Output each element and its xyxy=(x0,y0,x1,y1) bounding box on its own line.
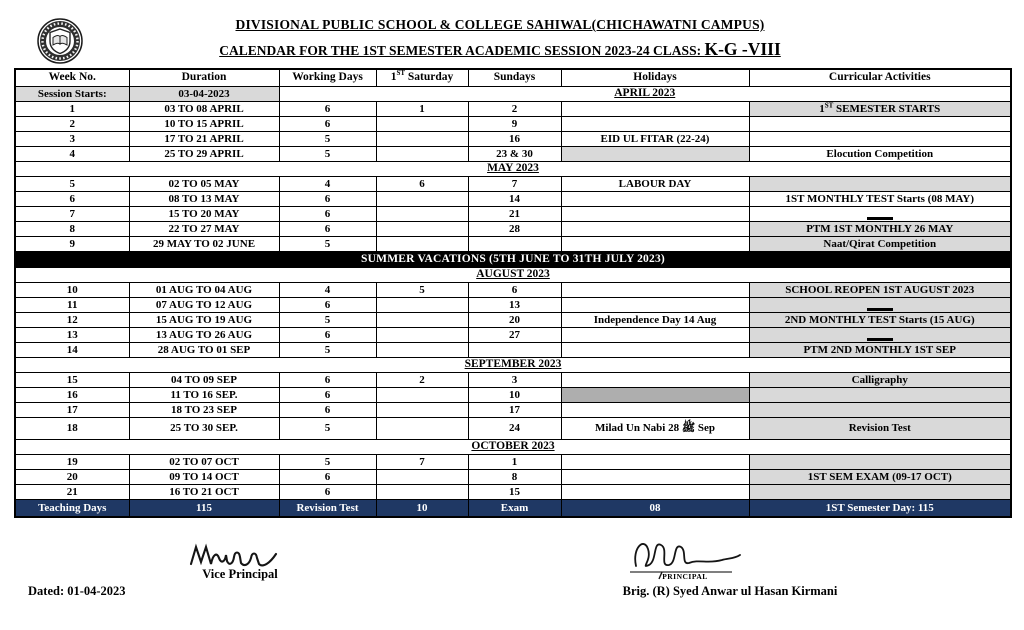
holidays-cell xyxy=(561,207,749,222)
week-row xyxy=(15,455,1011,470)
month-label xyxy=(15,440,1011,455)
holidays-cell xyxy=(561,470,749,485)
week-row xyxy=(15,328,1011,343)
working-days-cell: 4 xyxy=(279,177,376,192)
week-row xyxy=(15,192,1011,207)
sundays-cell xyxy=(468,343,561,358)
column-header-3: 1ST Saturday xyxy=(376,69,468,87)
working-days-cell: 6 xyxy=(279,207,376,222)
holidays-cell xyxy=(561,485,749,500)
working-days-cell: 5 xyxy=(279,147,376,162)
curricular-activities-cell: 1ST MONTHLY TEST Starts (08 MAY) xyxy=(749,192,1011,207)
holidays-cell xyxy=(561,222,749,237)
school-title: DIVISIONAL PUBLIC SCHOOL & COLLEGE SAHIWAL(CHICHAWATNI CAMPUS) xyxy=(235,17,765,32)
month-label xyxy=(15,162,1011,177)
working-days-cell: 6 xyxy=(279,328,376,343)
column-header-row xyxy=(15,69,1011,87)
duration-cell: 13 AUG TO 26 AUG xyxy=(129,328,279,343)
week-no-cell: 7 xyxy=(15,207,129,222)
holidays-cell xyxy=(561,373,749,388)
totals-cell-1: 115 xyxy=(129,500,279,518)
duration-cell: 02 TO 05 MAY xyxy=(129,177,279,192)
duration-cell: 09 TO 14 OCT xyxy=(129,470,279,485)
holidays-cell xyxy=(561,192,749,207)
working-days-cell: 6 xyxy=(279,470,376,485)
week-no-cell: 5 xyxy=(15,177,129,192)
sundays-cell: 2 xyxy=(468,102,561,117)
curricular-activities-cell xyxy=(749,328,1011,343)
first-saturday-cell xyxy=(376,222,468,237)
first-saturday-cell: 6 xyxy=(376,177,468,192)
duration-cell: 03 TO 08 APRIL xyxy=(129,102,279,117)
first-saturday-cell xyxy=(376,388,468,403)
month-label xyxy=(15,268,1011,283)
week-no-cell: 20 xyxy=(15,470,129,485)
week-row xyxy=(15,470,1011,485)
week-no-cell: 6 xyxy=(15,192,129,207)
principal-label: PRINCIPAL xyxy=(662,572,708,581)
first-saturday-cell xyxy=(376,132,468,147)
first-saturday-cell xyxy=(376,192,468,207)
duration-cell: 17 TO 21 APRIL xyxy=(129,132,279,147)
working-days-cell: 5 xyxy=(279,132,376,147)
summer-vacations-banner xyxy=(15,252,1011,268)
week-row xyxy=(15,147,1011,162)
curricular-activities-cell: PTM 2ND MONTHLY 1ST SEP xyxy=(749,343,1011,358)
duration-cell: 11 TO 16 SEP. xyxy=(129,388,279,403)
totals-cell-0: Teaching Days xyxy=(15,500,129,518)
week-row xyxy=(15,283,1011,298)
month-label-text: APRIL 2023 xyxy=(614,87,676,100)
working-days-cell: 6 xyxy=(279,388,376,403)
week-no-cell: 17 xyxy=(15,403,129,418)
month-header-row xyxy=(15,268,1011,283)
month-label-text: OCTOBER 2023 xyxy=(471,440,555,453)
working-days-cell: 6 xyxy=(279,485,376,500)
week-row xyxy=(15,177,1011,192)
week-row xyxy=(15,388,1011,403)
duration-cell: 01 AUG TO 04 AUG xyxy=(129,283,279,298)
curricular-activities-cell: 1ST SEMESTER STARTS xyxy=(749,102,1011,117)
duration-cell: 07 AUG TO 12 AUG xyxy=(129,298,279,313)
totals-cell-4: Exam xyxy=(468,500,561,518)
sundays-cell xyxy=(468,237,561,252)
week-no-cell: 4 xyxy=(15,147,129,162)
week-row xyxy=(15,102,1011,117)
holidays-cell xyxy=(561,117,749,132)
holidays-cell: Independence Day 14 Aug xyxy=(561,313,749,328)
dash-mark xyxy=(867,217,893,220)
duration-cell: 04 TO 09 SEP xyxy=(129,373,279,388)
curricular-activities-cell: SCHOOL REOPEN 1ST AUGUST 2023 xyxy=(749,283,1011,298)
duration-cell: 10 TO 15 APRIL xyxy=(129,117,279,132)
principal-name: Brig. (R) Syed Anwar ul Hasan Kirmani xyxy=(622,584,838,598)
week-no-cell: 18 xyxy=(15,418,129,440)
duration-cell: 08 TO 13 MAY xyxy=(129,192,279,207)
sundays-cell: 28 xyxy=(468,222,561,237)
semester-calendar-table xyxy=(14,68,1012,518)
holidays-cell: LABOUR DAY xyxy=(561,177,749,192)
first-saturday-cell xyxy=(376,117,468,132)
totals-cell-3: 10 xyxy=(376,500,468,518)
class-range-text: K-G -VIII xyxy=(704,39,781,59)
calendar-title xyxy=(0,39,1000,60)
dated-label: Dated: 01-04-2023 xyxy=(28,584,126,598)
session-starts-label: Session Starts: xyxy=(15,87,129,102)
session-start-date: 03-04-2023 xyxy=(129,87,279,102)
first-saturday-cell xyxy=(376,343,468,358)
sundays-cell: 20 xyxy=(468,313,561,328)
curricular-activities-cell: 1ST SEM EXAM (09-17 OCT) xyxy=(749,470,1011,485)
sundays-cell: 17 xyxy=(468,403,561,418)
sundays-cell: 21 xyxy=(468,207,561,222)
working-days-cell: 5 xyxy=(279,237,376,252)
totals-cell-2: Revision Test xyxy=(279,500,376,518)
duration-cell: 15 AUG TO 19 AUG xyxy=(129,313,279,328)
sundays-cell: 10 xyxy=(468,388,561,403)
totals-cell-5: 08 xyxy=(561,500,749,518)
sundays-cell: 24 xyxy=(468,418,561,440)
sundays-cell: 9 xyxy=(468,117,561,132)
session-start-month-row xyxy=(15,87,1011,102)
column-header-4: Sundays xyxy=(468,69,561,87)
calendar-table-body xyxy=(15,87,1011,500)
week-no-cell: 2 xyxy=(15,117,129,132)
month-header-row xyxy=(15,358,1011,373)
month-label-text: MAY 2023 xyxy=(487,162,539,175)
week-row xyxy=(15,485,1011,500)
week-row xyxy=(15,132,1011,147)
curricular-activities-cell xyxy=(749,117,1011,132)
first-saturday-cell: 2 xyxy=(376,373,468,388)
curricular-activities-cell: 2ND MONTHLY TEST Starts (15 AUG) xyxy=(749,313,1011,328)
working-days-cell: 5 xyxy=(279,343,376,358)
first-saturday-cell: 7 xyxy=(376,455,468,470)
month-header-row xyxy=(15,440,1011,455)
curricular-activities-cell: Revision Test xyxy=(749,418,1011,440)
week-row xyxy=(15,117,1011,132)
duration-cell: 25 TO 30 SEP. xyxy=(129,418,279,440)
holidays-cell xyxy=(561,298,749,313)
curricular-activities-cell: Elocution Competition xyxy=(749,147,1011,162)
sundays-cell: 6 xyxy=(468,283,561,298)
holidays-cell: Milad Un Nabi ﷺ 28 Sep xyxy=(561,418,749,440)
dash-mark xyxy=(867,308,893,311)
working-days-cell: 5 xyxy=(279,418,376,440)
working-days-cell: 5 xyxy=(279,455,376,470)
month-label xyxy=(15,358,1011,373)
curricular-activities-cell xyxy=(749,388,1011,403)
working-days-cell: 4 xyxy=(279,283,376,298)
summer-vacations-text: SUMMER VACATIONS (5TH JUNE TO 31TH JULY 2023) xyxy=(15,252,1011,268)
first-saturday-cell xyxy=(376,470,468,485)
duration-cell: 28 AUG TO 01 SEP xyxy=(129,343,279,358)
curricular-activities-cell: PTM 1ST MONTHLY 26 MAY xyxy=(749,222,1011,237)
sundays-cell: 7 xyxy=(468,177,561,192)
week-no-cell: 8 xyxy=(15,222,129,237)
first-saturday-cell xyxy=(376,485,468,500)
sundays-cell: 15 xyxy=(468,485,561,500)
working-days-cell: 6 xyxy=(279,117,376,132)
column-header-5: Holidays xyxy=(561,69,749,87)
week-row xyxy=(15,403,1011,418)
week-row xyxy=(15,207,1011,222)
week-no-cell: 1 xyxy=(15,102,129,117)
month-label xyxy=(279,87,1011,102)
duration-cell: 02 TO 07 OCT xyxy=(129,455,279,470)
curricular-activities-cell xyxy=(749,207,1011,222)
first-saturday-cell xyxy=(376,328,468,343)
first-saturday-cell xyxy=(376,298,468,313)
curricular-activities-cell xyxy=(749,177,1011,192)
totals-row xyxy=(15,500,1011,518)
week-no-cell: 12 xyxy=(15,313,129,328)
week-row xyxy=(15,237,1011,252)
week-row xyxy=(15,373,1011,388)
vice-principal-label: Vice Principal xyxy=(202,567,278,581)
sundays-cell: 8 xyxy=(468,470,561,485)
month-label-text: AUGUST 2023 xyxy=(476,268,550,281)
week-no-cell: 16 xyxy=(15,388,129,403)
holidays-cell xyxy=(561,328,749,343)
first-saturday-cell: 1 xyxy=(376,102,468,117)
week-row xyxy=(15,313,1011,328)
curricular-activities-cell xyxy=(749,132,1011,147)
sundays-cell: 23 & 30 xyxy=(468,147,561,162)
week-no-cell: 9 xyxy=(15,237,129,252)
curricular-activities-cell xyxy=(749,403,1011,418)
calendar-title-text: CALENDAR FOR THE 1ST SEMESTER ACADEMIC SESSION 2023-24 CLASS: xyxy=(219,43,705,58)
working-days-cell: 6 xyxy=(279,102,376,117)
column-header-6: Curricular Activities xyxy=(749,69,1011,87)
duration-cell: 22 TO 27 MAY xyxy=(129,222,279,237)
first-saturday-cell xyxy=(376,147,468,162)
holidays-cell xyxy=(561,403,749,418)
week-row xyxy=(15,343,1011,358)
first-saturday-cell: 5 xyxy=(376,283,468,298)
week-no-cell: 19 xyxy=(15,455,129,470)
first-saturday-cell xyxy=(376,418,468,440)
curricular-activities-cell xyxy=(749,298,1011,313)
working-days-cell: 6 xyxy=(279,222,376,237)
working-days-cell: 5 xyxy=(279,313,376,328)
week-no-cell: 11 xyxy=(15,298,129,313)
duration-cell: 18 TO 23 SEP xyxy=(129,403,279,418)
sundays-cell: 1 xyxy=(468,455,561,470)
holidays-cell xyxy=(561,283,749,298)
week-row xyxy=(15,418,1011,440)
week-no-cell: 21 xyxy=(15,485,129,500)
calendar-table-footer xyxy=(15,500,1011,518)
holidays-cell xyxy=(561,455,749,470)
holidays-cell xyxy=(561,343,749,358)
duration-cell: 16 TO 21 OCT xyxy=(129,485,279,500)
dash-mark xyxy=(867,338,893,341)
curricular-activities-cell xyxy=(749,485,1011,500)
working-days-cell: 6 xyxy=(279,373,376,388)
week-row xyxy=(15,298,1011,313)
week-no-cell: 13 xyxy=(15,328,129,343)
first-saturday-cell xyxy=(376,237,468,252)
column-header-0: Week No. xyxy=(15,69,129,87)
sundays-cell: 16 xyxy=(468,132,561,147)
holidays-cell xyxy=(561,237,749,252)
curricular-activities-cell: Calligraphy xyxy=(749,373,1011,388)
calendar-table-header xyxy=(15,69,1011,87)
week-row xyxy=(15,222,1011,237)
first-saturday-cell xyxy=(376,207,468,222)
duration-cell: 15 TO 20 MAY xyxy=(129,207,279,222)
sundays-cell: 14 xyxy=(468,192,561,207)
duration-cell: 25 TO 29 APRIL xyxy=(129,147,279,162)
column-header-1: Duration xyxy=(129,69,279,87)
holidays-cell xyxy=(561,147,749,162)
holidays-cell xyxy=(561,102,749,117)
totals-cell-6: 1ST Semester Day: 115 xyxy=(749,500,1011,518)
working-days-cell: 6 xyxy=(279,192,376,207)
month-header-row xyxy=(15,162,1011,177)
duration-cell: 29 MAY TO 02 JUNE xyxy=(129,237,279,252)
week-no-cell: 15 xyxy=(15,373,129,388)
week-no-cell: 10 xyxy=(15,283,129,298)
week-no-cell: 3 xyxy=(15,132,129,147)
holidays-cell xyxy=(561,388,749,403)
first-saturday-cell xyxy=(376,313,468,328)
working-days-cell: 6 xyxy=(279,403,376,418)
curricular-activities-cell xyxy=(749,455,1011,470)
document-header xyxy=(0,17,1000,60)
sundays-cell: 13 xyxy=(468,298,561,313)
working-days-cell: 6 xyxy=(279,298,376,313)
holidays-cell: EID UL FITAR (22-24) xyxy=(561,132,749,147)
column-header-2: Working Days xyxy=(279,69,376,87)
first-saturday-cell xyxy=(376,403,468,418)
week-no-cell: 14 xyxy=(15,343,129,358)
curricular-activities-cell: Naat/Qirat Competition xyxy=(749,237,1011,252)
sundays-cell: 27 xyxy=(468,328,561,343)
month-label-text: SEPTEMBER 2023 xyxy=(464,358,562,371)
sundays-cell: 3 xyxy=(468,373,561,388)
